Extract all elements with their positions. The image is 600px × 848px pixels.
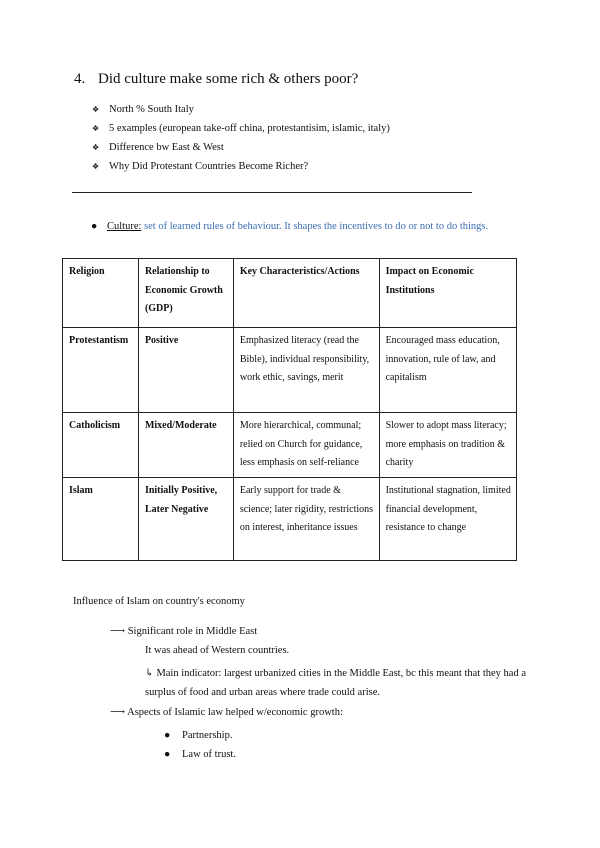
- table-cell: More hierarchical, communal; relied on Church for guidance, less emphasis on self-reliance: [233, 413, 379, 478]
- table-row: [63, 478, 517, 561]
- table-cell: Emphasized literacy (read the Bible), individual responsibility, work ethic, savings, merit: [233, 328, 379, 413]
- table-cell: Initially Positive, Later Negative: [138, 478, 233, 561]
- influence-title: Influence of Islam on country's economy: [73, 596, 245, 607]
- table-cell: Protestantism: [63, 328, 139, 413]
- table-cell: Slower to adopt mass literacy; more emphasis on tradition & charity: [379, 413, 516, 478]
- section-number: 4.: [74, 71, 86, 87]
- section-title: Did culture make some rich & others poor?: [98, 71, 359, 87]
- influence-point: ⟶ Aspects of Islamic law helped w/economic growth:: [110, 707, 343, 718]
- return-arrow-icon: ↳: [145, 668, 154, 679]
- table-cell: Islam: [63, 478, 139, 561]
- list-item: ● Law of trust.: [164, 745, 236, 764]
- religion-table: [62, 258, 517, 561]
- table-cell: Catholicism: [63, 413, 139, 478]
- culture-definition: [91, 221, 488, 232]
- list-item: ● Partnership.: [164, 726, 236, 745]
- culture-description: set of learned rules of behaviour. It shapes the incentives to do or not to do things.: [144, 221, 489, 232]
- table-cell: Early support for trade & science; later rigidity, restrictions on interest, inheritance issues: [233, 478, 379, 561]
- header-cell: Religion: [63, 259, 139, 328]
- list-item: ❖ North % South Italy: [92, 100, 390, 119]
- diamond-bullet-icon: ❖: [92, 162, 100, 171]
- dot-bullet-icon: ●: [91, 221, 98, 232]
- list-item: ❖ Why Did Protestant Countries Become Richer?: [92, 157, 390, 176]
- dot-bullet-icon: ●: [164, 730, 171, 741]
- list-item: ❖ Difference bw East & West: [92, 138, 390, 157]
- influence-point: ⟶ Significant role in Middle East: [110, 626, 258, 637]
- table-cell: Mixed/Moderate: [138, 413, 233, 478]
- table-cell: Encouraged mass education, innovation, rule of law, and capitalism: [379, 328, 516, 413]
- table-cell: Positive: [138, 328, 233, 413]
- right-arrow-icon: ⟶: [110, 707, 126, 718]
- header-cell: Impact on Economic Institutions: [379, 259, 516, 328]
- islamic-law-list: [164, 726, 236, 764]
- topic-list: [92, 100, 390, 176]
- table-cell: Institutional stagnation, limited financial development, resistance to change: [379, 478, 516, 561]
- culture-term: Culture:: [107, 221, 142, 232]
- diamond-bullet-icon: ❖: [92, 124, 100, 133]
- diamond-bullet-icon: ❖: [92, 143, 100, 152]
- table-header-row: [63, 259, 517, 328]
- diamond-bullet-icon: ❖: [92, 105, 100, 114]
- table-row: [63, 328, 517, 413]
- horizontal-divider: [72, 192, 472, 193]
- influence-subpoint: ↳ Main indicator: largest urbanized cities in the Middle East, bc this meant that they had a surplus of food and urban areas where trade could arise.: [145, 668, 526, 698]
- dot-bullet-icon: ●: [164, 749, 171, 760]
- table-row: [63, 413, 517, 478]
- right-arrow-icon: ⟶: [110, 626, 126, 637]
- influence-subpoint: It was ahead of Western countries.: [145, 645, 290, 656]
- header-cell: Relationship to Economic Growth (GDP): [138, 259, 233, 328]
- list-item: ❖ 5 examples (european take-off china, protestantisim, islamic, italy): [92, 119, 390, 138]
- header-cell: Key Characteristics/Actions: [233, 259, 379, 328]
- section-heading: [74, 71, 358, 88]
